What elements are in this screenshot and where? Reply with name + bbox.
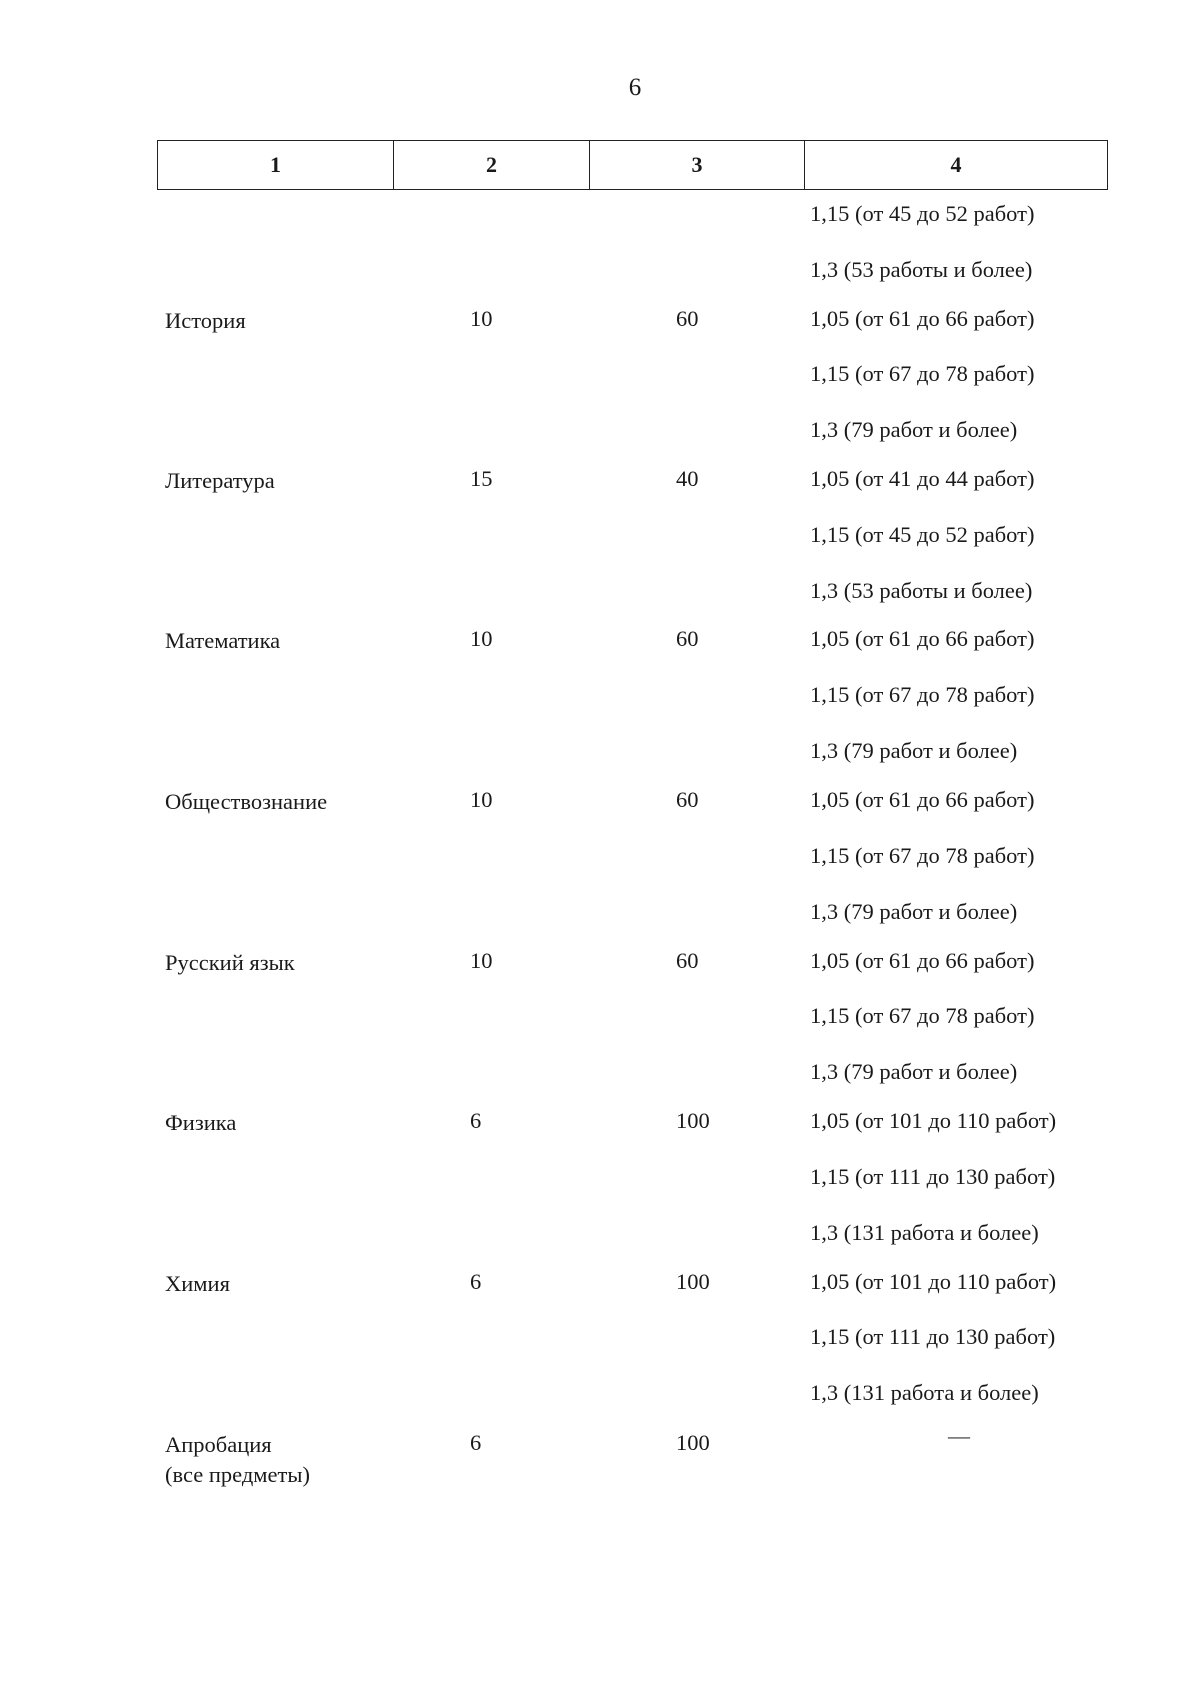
subject-name: Русский язык bbox=[165, 950, 295, 975]
header-cell-2: 2 bbox=[394, 141, 590, 189]
col2-value: 10 bbox=[470, 948, 493, 973]
coefficient: 1,05 (от 101 до 110 работ) bbox=[810, 1108, 1057, 1133]
coefficient: 1,15 (от 67 до 78 работ) bbox=[810, 682, 1035, 707]
coefficient: 1,3 (131 работа и более) bbox=[810, 1220, 1039, 1245]
col2-value: 6 bbox=[470, 1108, 482, 1133]
col3-value: 100 bbox=[676, 1269, 710, 1294]
col3-value: 100 bbox=[676, 1430, 710, 1455]
coefficient: 1,15 (от 111 до 130 работ) bbox=[810, 1164, 1056, 1189]
table-header bbox=[157, 140, 1108, 190]
col3-value: 60 bbox=[676, 626, 699, 651]
col3-value: 60 bbox=[676, 948, 699, 973]
header-cell-1: 1 bbox=[158, 141, 394, 189]
col2-value: 6 bbox=[470, 1430, 482, 1455]
subject-name: История bbox=[165, 308, 246, 333]
coefficient: 1,15 (от 67 до 78 работ) bbox=[810, 361, 1035, 386]
coefficient: 1,05 (от 41 до 44 работ) bbox=[810, 466, 1035, 491]
header-cell-3: 3 bbox=[590, 141, 805, 189]
coefficient: 1,3 (79 работ и более) bbox=[810, 738, 1018, 763]
subject-name: Обществознание bbox=[165, 789, 328, 814]
col3-value: 100 bbox=[676, 1108, 710, 1133]
coefficient: 1,3 (79 работ и более) bbox=[810, 899, 1018, 924]
continuation-coefficient: 1,15 (от 45 до 52 работ) bbox=[810, 201, 1035, 226]
continuation-coefficient: 1,3 (53 работы и более) bbox=[810, 257, 1033, 282]
coefficient: 1,05 (от 101 до 110 работ) bbox=[810, 1269, 1057, 1294]
col2-value: 6 bbox=[470, 1269, 482, 1294]
coefficient: 1,3 (79 работ и более) bbox=[810, 1059, 1018, 1084]
coefficient: 1,05 (от 61 до 66 работ) bbox=[810, 787, 1035, 812]
header-cell-4: 4 bbox=[950, 152, 962, 177]
coefficient: 1,15 (от 67 до 78 работ) bbox=[810, 1003, 1035, 1028]
coefficient: 1,05 (от 61 до 66 работ) bbox=[810, 626, 1035, 651]
coefficient: 1,15 (от 67 до 78 работ) bbox=[810, 843, 1035, 868]
col2-value: 10 bbox=[470, 787, 493, 812]
subject-name: Химия bbox=[165, 1271, 230, 1296]
subject-name: Физика bbox=[165, 1110, 237, 1135]
coefficient: 1,05 (от 61 до 66 работ) bbox=[810, 948, 1035, 973]
coefficient: 1,15 (от 45 до 52 работ) bbox=[810, 522, 1035, 547]
coefficient: 1,05 (от 61 до 66 работ) bbox=[810, 306, 1035, 331]
col2-value: 10 bbox=[470, 306, 493, 331]
subject-name: Апробация bbox=[165, 1432, 272, 1457]
col3-value: 60 bbox=[676, 306, 699, 331]
subject-name-note: (все предметы) bbox=[165, 1462, 310, 1487]
coefficient: 1,3 (131 работа и более) bbox=[810, 1380, 1039, 1405]
coefficient: 1,3 (79 работ и более) bbox=[810, 417, 1018, 442]
col2-value: 10 bbox=[470, 626, 493, 651]
subject-name: Математика bbox=[165, 628, 281, 653]
page-number: 6 bbox=[628, 74, 642, 101]
subject-name: Литература bbox=[165, 468, 275, 493]
col2-value: 15 bbox=[470, 466, 493, 491]
col3-value: 40 bbox=[676, 466, 699, 491]
coefficient: 1,15 (от 111 до 130 работ) bbox=[810, 1324, 1056, 1349]
coefficient: 1,3 (53 работы и более) bbox=[810, 578, 1033, 603]
coefficient-dash: — bbox=[948, 1423, 970, 1448]
col3-value: 60 bbox=[676, 787, 699, 812]
